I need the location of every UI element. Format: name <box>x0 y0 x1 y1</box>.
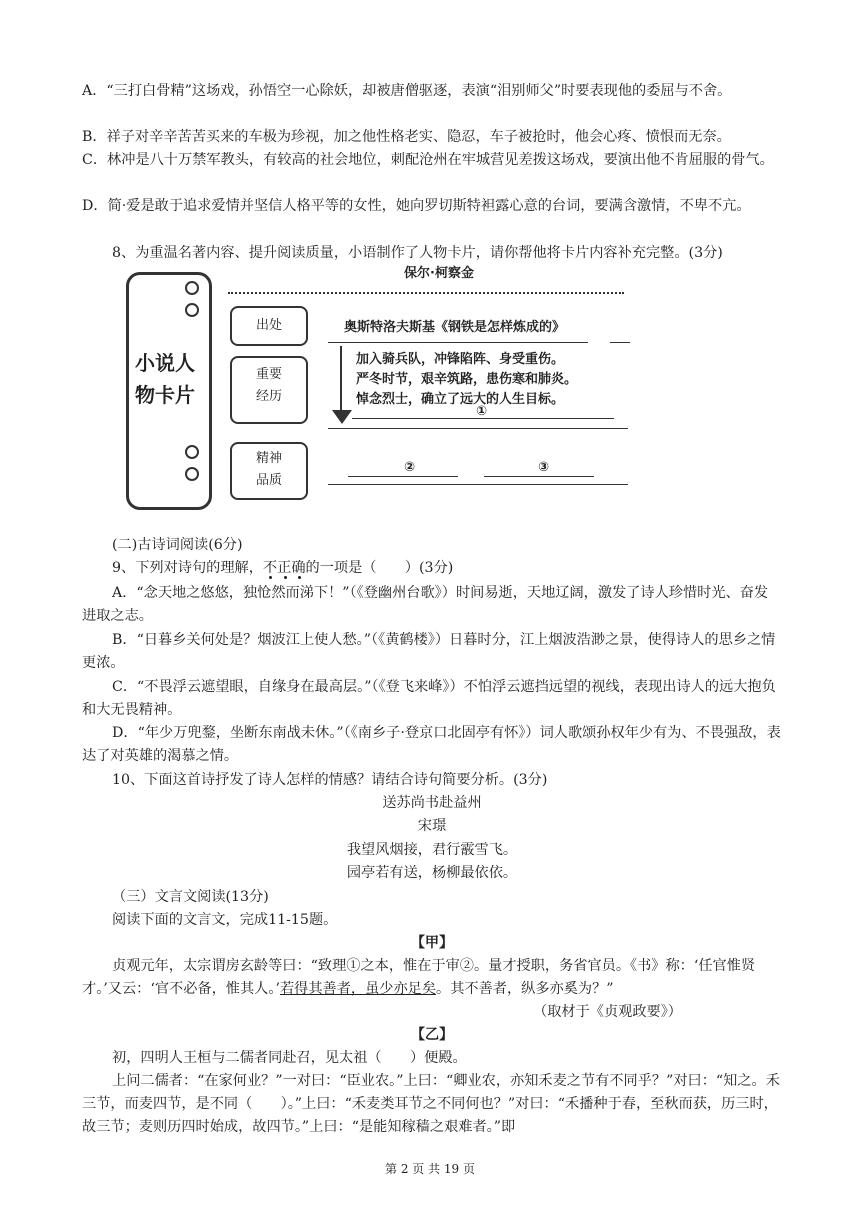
blank-3-line <box>484 476 594 477</box>
dotted-divider <box>228 292 624 294</box>
passage-jia-source: （取材于《贞观政要》） <box>533 1004 682 1020</box>
ring-hole-icon <box>185 445 199 459</box>
passage-jia-text: 贞观元年，太宗谓房玄龄等曰：“致理①之本，惟在于审②。量才授职，务省官员。《书》称：‘任官惟贤才。’又云：‘官不必备，惟其人。’若得其善者，虽少亦足矣。其不善者，纵多亦奚为？” <box>82 958 756 997</box>
source-underline-tail <box>610 342 630 343</box>
blank-2-line <box>348 476 458 477</box>
section-2-heading: (二)古诗词阅读(6分) <box>112 537 243 553</box>
blank-2-marker: ② <box>404 460 416 475</box>
passage-jia-title: 【甲】 <box>410 935 454 951</box>
ring-hole-icon <box>185 281 199 295</box>
blank-3-marker: ③ <box>538 460 550 475</box>
spirit-label-box <box>230 442 308 500</box>
q9-option-b: B．“日暮乡关何处是？烟波江上使人愁。”（《黄鹤楼》）日暮时分，江上烟波浩渺之景，使得诗人的思乡之情更浓。 <box>82 632 776 671</box>
experience-label: 重要经历 <box>255 367 282 404</box>
section-3-intro: 阅读下面的文言文，完成11-15题。 <box>112 912 338 928</box>
passage-yi-title: 【乙】 <box>410 1027 454 1043</box>
q9-option-a: A．“念天地之悠悠，独怆然而涕下！”（《登幽州台歌》）时间易逝，天地辽阔，激发了诗人珍惜时光、奋发进取之志。 <box>82 585 769 624</box>
page-footer: 第 2 页 共 19 页 <box>385 1162 475 1176</box>
q9-option-c: C．“不畏浮云遮望眼，自缘身在最高层。”（《登飞来峰》）不怕浮云遮挡远望的视线，表现出诗人的远大抱负和大无畏精神。 <box>82 679 776 718</box>
blank-1-line <box>352 418 614 419</box>
character-name: 保尔·柯察金 <box>404 266 474 281</box>
q9-prompt: 9、下列对诗句的理解，不正确的一项是（ ）(3分) <box>112 560 454 576</box>
q8-prompt: 8、为重温名著内容、提升阅读质量，小语制作了人物卡片，请你帮他将卡片内容补充完整。(3分) <box>112 245 723 261</box>
ring-hole-icon <box>185 303 199 317</box>
poem-title: 送苏尚书赴益州 <box>382 795 482 811</box>
card-title-panel <box>126 272 212 510</box>
down-arrow-icon <box>332 410 352 424</box>
poem-author: 宋璟 <box>417 818 447 834</box>
spirit-bottom-line <box>328 484 628 485</box>
experience-3: 悼念烈士，确立了远大的人生目标。 <box>356 392 565 407</box>
experience-bottom-line <box>328 428 628 429</box>
q7-option-c: C．林冲是八十万禁军教头，有较高的社会地位，刺配沧州在牢城营见差拨这场戏，要演出他不肯屈服的骨气。 <box>82 152 774 168</box>
poem-line-2: 园亭若有送，杨柳最依依。 <box>346 865 518 881</box>
character-card-figure <box>118 262 638 502</box>
experience-label-box <box>230 356 308 424</box>
section-3-heading: （三）文言文阅读(13分) <box>112 889 269 905</box>
passage-yi-p1: 初，四明人王桓与二儒者同赴召，见太祖（ ）便殿。 <box>112 1050 467 1066</box>
underlined-sentence: 若得其善者，虽少亦足矣 <box>279 981 437 997</box>
q7-option-b: B．祥子对辛辛苦苦买来的车极为珍视，加之他性格老实、隐忍，车子被抢时，他会心疼、愤恨而无奈。 <box>82 129 731 145</box>
spirit-label: 精神品质 <box>255 451 282 488</box>
card-title: 小说人物卡片 <box>135 351 195 407</box>
source-text: 奥斯特洛夫斯基《钢铁是怎样炼成的》 <box>344 320 566 335</box>
q7-option-d: D．简·爱是敢于追求爱情并坚信人格平等的女性，她向罗切斯特袒露心意的台词，要满含激情，不卑不亢。 <box>82 198 751 214</box>
source-label-box: 出处 <box>230 306 308 346</box>
passage-yi-p2: 上问二儒者：“在家何业？”一对曰：“臣业农。”上曰：“卿业农，亦知禾麦之节有不同乎？”对曰：“知之。禾三节，而麦四节，是不同（ ）。”上曰：“禾麦类耳节之不同何也？”对曰：“禾播种于春，至秋而获，历三时，故三节；麦则历四时始成，故四节。”上曰：“是能知稼穑之艰难者。”即 <box>82 1073 780 1135</box>
blank-1-marker: ① <box>476 404 488 419</box>
q9-option-d: D．“年少万兜鍪，坐断东南战未休。”（《南乡子·登京口北固亭有怀》）词人歌颂孙权年少有为、不畏强敌，表达了对英雄的渴慕之情。 <box>82 725 781 764</box>
q10-prompt: 10、下面这首诗抒发了诗人怎样的情感？请结合诗句简要分析。(3分) <box>112 772 548 788</box>
q7-option-a: A．“三打白骨精”这场戏，孙悟空一心除妖，却被唐僧驱逐，表演“泪别师父”时要表现他的委屈与不舍。 <box>82 83 732 99</box>
timeline-arrow-line <box>340 346 342 416</box>
ring-hole-icon <box>185 467 199 481</box>
experience-1: 加入骑兵队，冲锋陷阵、身受重伤。 <box>356 352 565 367</box>
experience-2: 严冬时节，艰辛筑路，患伤寒和肺炎。 <box>356 372 578 387</box>
source-underline <box>328 342 588 343</box>
poem-line-1: 我望风烟接，君行霰雪飞。 <box>346 842 518 858</box>
